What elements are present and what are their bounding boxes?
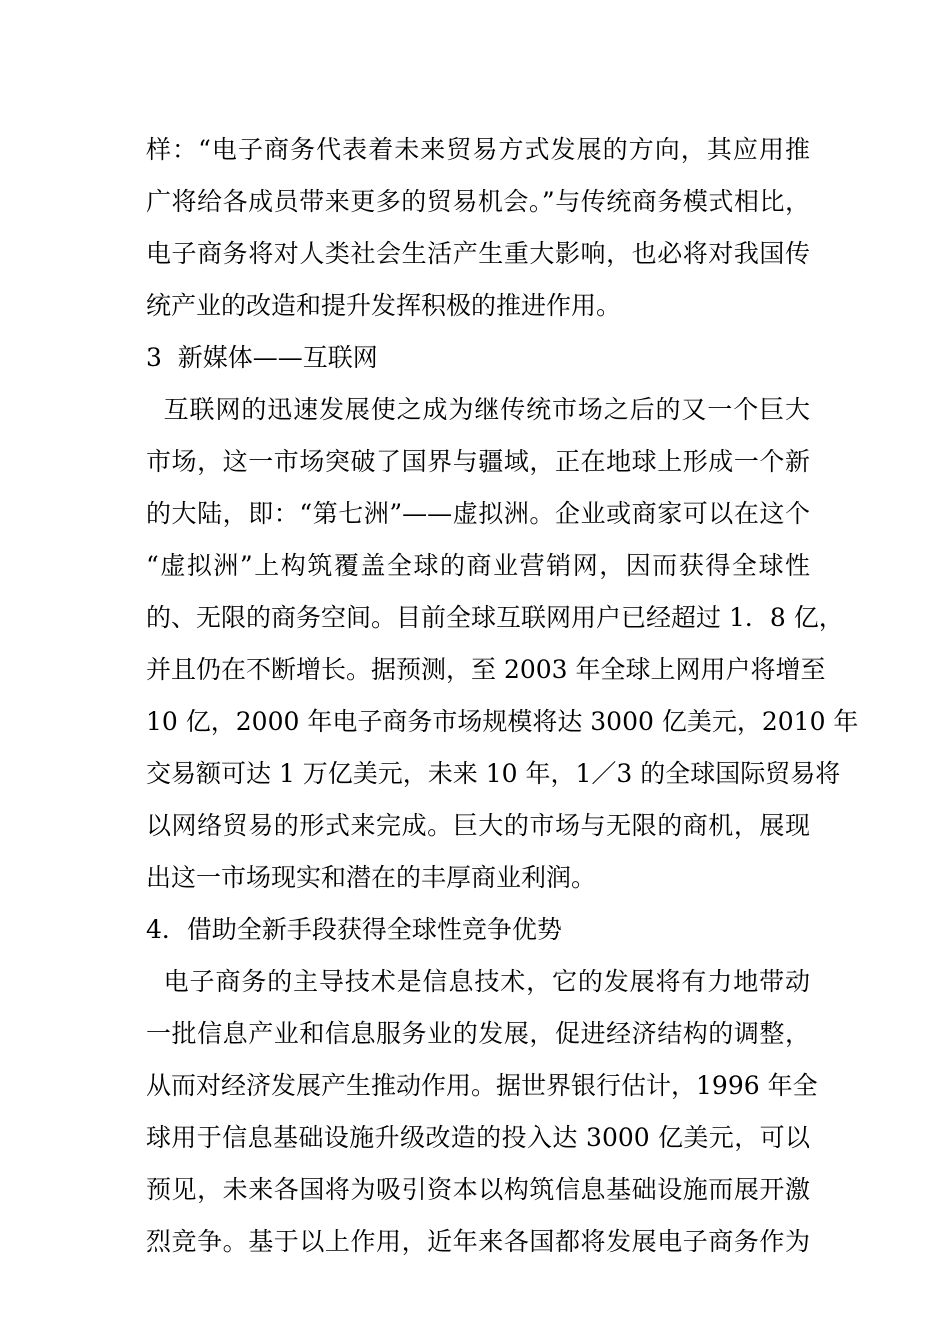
section-heading-3: 3 新媒体——互联网 — [146, 343, 378, 372]
paragraph-internet-market — [146, 384, 859, 904]
text-line: 出这一市场现实和潜在的丰厚商业利润。 — [146, 863, 597, 892]
text-line: 从而对经济发展产生推动作用。据世界银行估计，1996 年全 — [146, 1071, 818, 1100]
text-line: 一批信息产业和信息服务业的发展，促进经济结构的调整， — [146, 1019, 810, 1048]
text-line: “虚拟洲”上构筑覆盖全球的商业营销网，因而获得全球性 — [146, 551, 810, 580]
text-line: 电子商务的主导技术是信息技术，它的发展将有力地带动 — [146, 967, 810, 996]
text-line: 互联网的迅速发展使之成为继传统市场之后的又一个巨大 — [146, 395, 810, 424]
text-line: 以网络贸易的形式来完成。巨大的市场与无限的商机，展现 — [146, 811, 810, 840]
document-body — [146, 124, 859, 1268]
text-line: 电子商务将对人类社会生活产生重大影响，也必将对我国传 — [146, 239, 810, 268]
paragraph-trade-opportunities — [146, 124, 810, 332]
text-line: 10 亿，2000 年电子商务市场规模将达 3000 亿美元，2010 年 — [146, 707, 859, 736]
text-line: 市场，这一市场突破了国界与疆域，正在地球上形成一个新 — [146, 447, 810, 476]
text-line: 统产业的改造和提升发挥积极的推进作用。 — [146, 291, 622, 320]
text-line: 的大陆，即：“第七洲”——虚拟洲。企业或商家可以在这个 — [146, 499, 810, 528]
text-line: 预见，未来各国将为吸引资本以构筑信息基础设施而展开激 — [146, 1175, 810, 1204]
section-heading-4: 4．借助全新手段获得全球性竞争优势 — [146, 915, 562, 944]
text-line: 样：“电子商务代表着未来贸易方式发展的方向，其应用推 — [146, 135, 810, 164]
text-line: 并且仍在不断增长。据预测，至 2003 年全球上网用户将增至 — [146, 655, 826, 684]
paragraph-competitive-advantage — [146, 956, 818, 1268]
text-line: 烈竞争。基于以上作用，近年来各国都将发展电子商务作为 — [146, 1227, 810, 1256]
text-line: 广将给各成员带来更多的贸易机会。”与传统商务模式相比， — [146, 187, 810, 216]
text-line: 的、无限的商务空间。目前全球互联网用户已经超过 1．8 亿， — [146, 603, 844, 632]
text-line: 交易额可达 1 万亿美元，未来 10 年，1／3 的全球国际贸易将 — [146, 759, 841, 788]
text-line: 球用于信息基础设施升级改造的投入达 3000 亿美元，可以 — [146, 1123, 810, 1152]
